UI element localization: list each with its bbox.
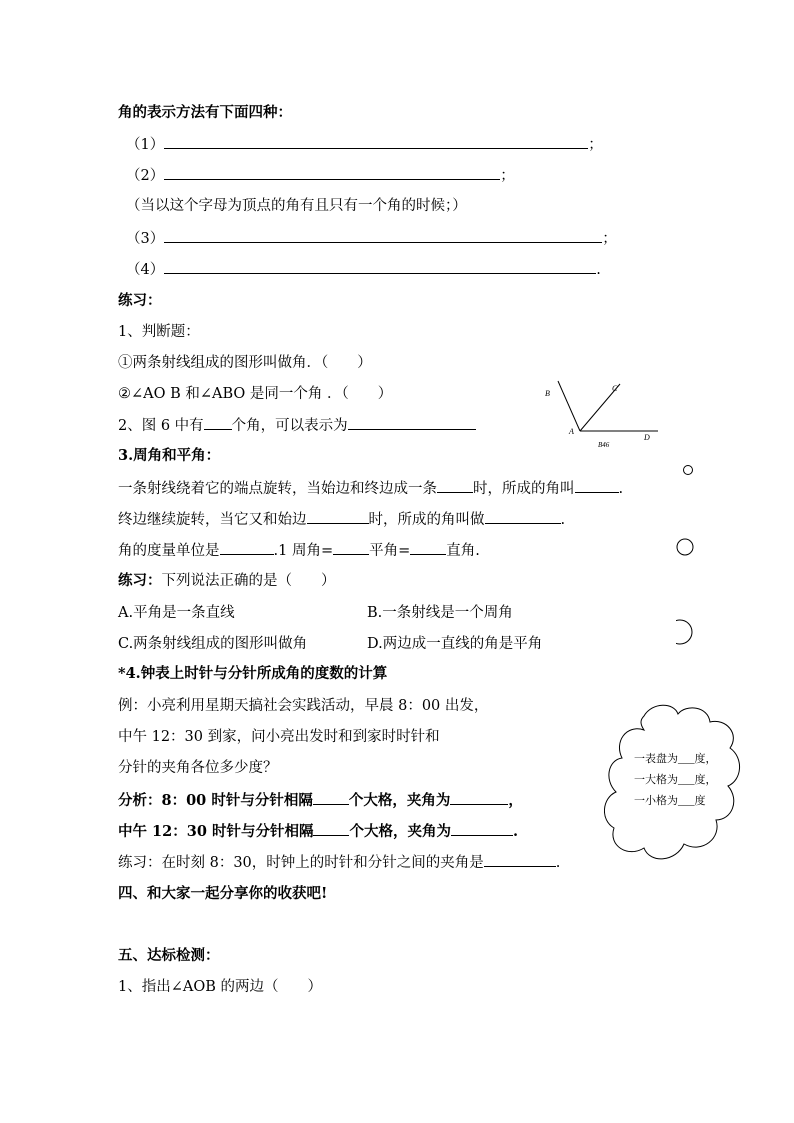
thought-bubbles	[676, 458, 706, 658]
blank[interactable]	[451, 821, 513, 836]
section-heading-test: 五、达标检测：	[118, 947, 220, 964]
analysis-1: 分析：8：00 时针与分针相隔 个大格，夹角为 ，	[118, 792, 523, 809]
cloud-callout	[604, 702, 744, 867]
section-heading-share: 四、和大家一起分享你的收获吧!	[118, 885, 328, 902]
bubble-large	[676, 620, 692, 644]
blank[interactable]	[348, 415, 476, 430]
method-1: （1） ；	[126, 134, 603, 155]
label-B: B	[545, 389, 550, 398]
section3-line2: 终边继续旋转，当它又和始边 时，所成的角叫做 .	[118, 509, 565, 530]
blank[interactable]	[220, 540, 274, 555]
section-heading-angle-notation: 角的表示方法有下面四种：	[118, 104, 292, 121]
question-1a: ①两条射线组成的图形叫做角．（ ）	[118, 355, 372, 371]
section3-line3: 角的度量单位是 .1 周角= 平角= 直角.	[118, 540, 480, 561]
blank[interactable]	[437, 478, 473, 493]
method-2-note: （当以这个字母为顶点的角有且只有一个角的时候；）	[126, 198, 467, 214]
figure-caption: B46	[598, 441, 610, 449]
cloud-line2: 一大格为___度，	[634, 774, 717, 786]
option-a[interactable]: A.平角是一条直线	[118, 605, 235, 621]
example-line2: 中午 12：30 到家，问小亮出发时和到家时时针和	[118, 729, 440, 745]
example-line1: 例：小亮利用星期天搞社会实践活动，早晨 8：00 出发，	[118, 698, 489, 714]
bubble-medium	[677, 539, 693, 555]
cloud-line3: 一小格为___度	[634, 795, 706, 807]
label-C: C	[612, 384, 618, 393]
cloud-line1: 一表盘为___度，	[634, 753, 717, 765]
blank[interactable]	[164, 165, 500, 180]
question-2: 2、图 6 中有 个角，可以表示为	[118, 415, 476, 436]
question-1b: ②∠AO B 和∠ABO 是同一个角 ．（ ）	[118, 386, 393, 402]
blank[interactable]	[484, 852, 556, 867]
blank[interactable]	[307, 509, 369, 524]
method-2: （2） ；	[126, 165, 515, 186]
blank[interactable]	[450, 790, 508, 805]
label-A: A	[569, 427, 574, 436]
blank[interactable]	[313, 790, 349, 805]
label-D: D	[644, 433, 650, 442]
blank[interactable]	[313, 821, 349, 836]
option-c[interactable]: C.两条射线组成的图形叫做角	[118, 636, 308, 652]
angle-figure	[540, 376, 670, 452]
section-heading-round-straight-angle: 3.周角和平角：	[118, 447, 221, 464]
blank[interactable]	[410, 540, 446, 555]
blank[interactable]	[164, 228, 602, 243]
blank[interactable]	[204, 415, 232, 430]
blank[interactable]	[485, 509, 561, 524]
blank[interactable]	[575, 478, 619, 493]
method-4: （4） .	[126, 259, 601, 280]
blank[interactable]	[164, 134, 588, 149]
analysis-2: 中午 12：30 时针与分针相隔 个大格，夹角为 .	[118, 823, 519, 840]
question-1: 1、判断题：	[118, 324, 200, 340]
example-line3: 分针的夹角各位多少度？	[118, 760, 278, 776]
bubble-small	[684, 466, 693, 475]
practice-3: 练习：在时刻 8：30，时钟上的时针和分针之间的夹角是 .	[118, 852, 560, 873]
section-heading-clock: *4.钟表上时针与分针所成角的度数的计算	[118, 665, 388, 682]
option-b[interactable]: B.一条射线是一个周角	[367, 605, 513, 621]
option-d[interactable]: D.两边成一直线的角是平角	[367, 636, 543, 652]
blank[interactable]	[164, 259, 596, 274]
section3-line1: 一条射线绕着它的端点旋转，当始边和终边成一条 时，所成的角叫 .	[118, 478, 623, 499]
method-3: （3） ；	[126, 228, 617, 249]
practice-heading: 练习：	[118, 292, 162, 309]
test-question-1: 1、指出∠AOB 的两边（ ）	[118, 979, 322, 995]
blank[interactable]	[333, 540, 369, 555]
practice-2: 练习：下列说法正确的是（ ）	[118, 572, 336, 589]
